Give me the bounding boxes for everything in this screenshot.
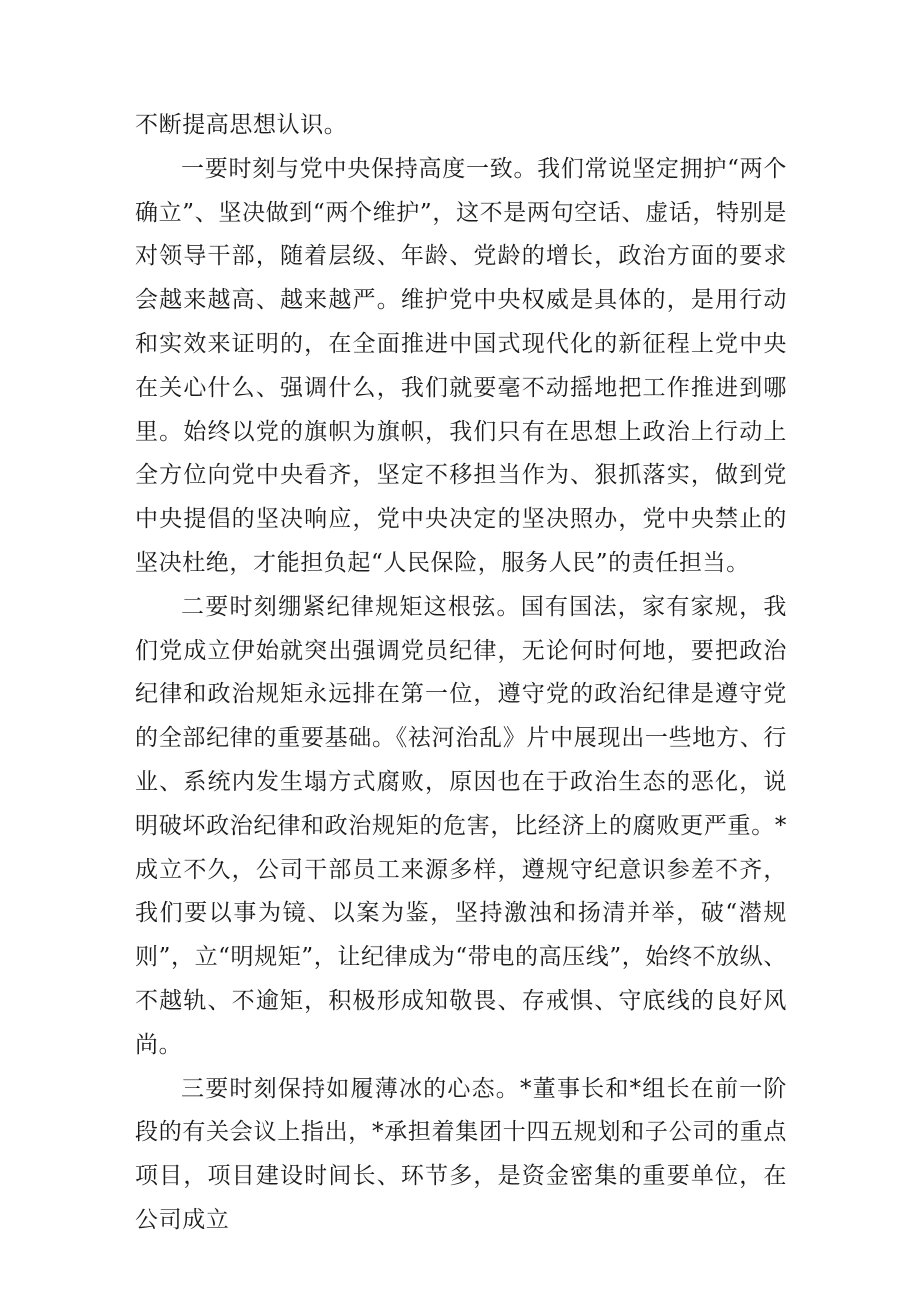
paragraph-political-alignment: 一要时刻与党中央保持高度一致。我们常说坚定拥护“两个确立”、坚决做到“两个维护”，这不是两句空话、虚话，特别是对领导干部，随着层级、年龄、党龄的增长，政治方面的要求会越来越高、越来越严。维护党中央权威是具体的，是用行动和实效来证明的，在全面推进中国式现代化的新征程上党中央在关心什么、强调什么，我们就要毫不动摇地把工作推进到哪里。始终以党的旗帜为旗帜，我们只有在思想上政治上行动上全方位向党中央看齐，坚定不移担当作为、狠抓落实，做到党中央提倡的坚决响应，党中央决定的坚决照办，党中央禁止的坚决杜绝，才能担负起“人民保险，服务人民”的责任担当。 (135, 155, 787, 576)
paragraph-cautious-mindset: 三要时刻保持如履薄冰的心态。*董事长和*组长在前一阶段的有关会议上指出，*承担着集团十四五规划和子公司的重点项目，项目建设时间长、环节多，是资金密集的重要单位，在公司成立 (135, 1075, 787, 1233)
document-body (135, 104, 787, 1243)
paragraph-continuation: 不断提高思想认识。 (135, 112, 348, 138)
paragraph-discipline-rules: 二要时刻绷紧纪律规矩这根弦。国有国法，家有家规，我们党成立伊始就突出强调党员纪律，无论何时何地，要把政治纪律和政治规矩永远排在第一位，遵守党的政治纪律是遵守党的全部纪律的重要基础。《祛河治乱》片中展现出一些地方、行业、系统内发生塌方式腐败，原因也在于政治生态的恶化，说明破坏政治纪律和政治规矩的危害，比经济上的腐败更严重。*成立不久，公司干部员工来源多样，遵规守纪意识参差不齐，我们要以事为镜、以案为鉴，坚持激浊和扬清并举，破“潜规则”，立“明规矩”，让纪律成为“带电的高压线”，始终不放纵、不越轨、不逾矩，积极形成知敬畏、存戒惧、守底线的良好风尚。 (135, 593, 787, 1058)
